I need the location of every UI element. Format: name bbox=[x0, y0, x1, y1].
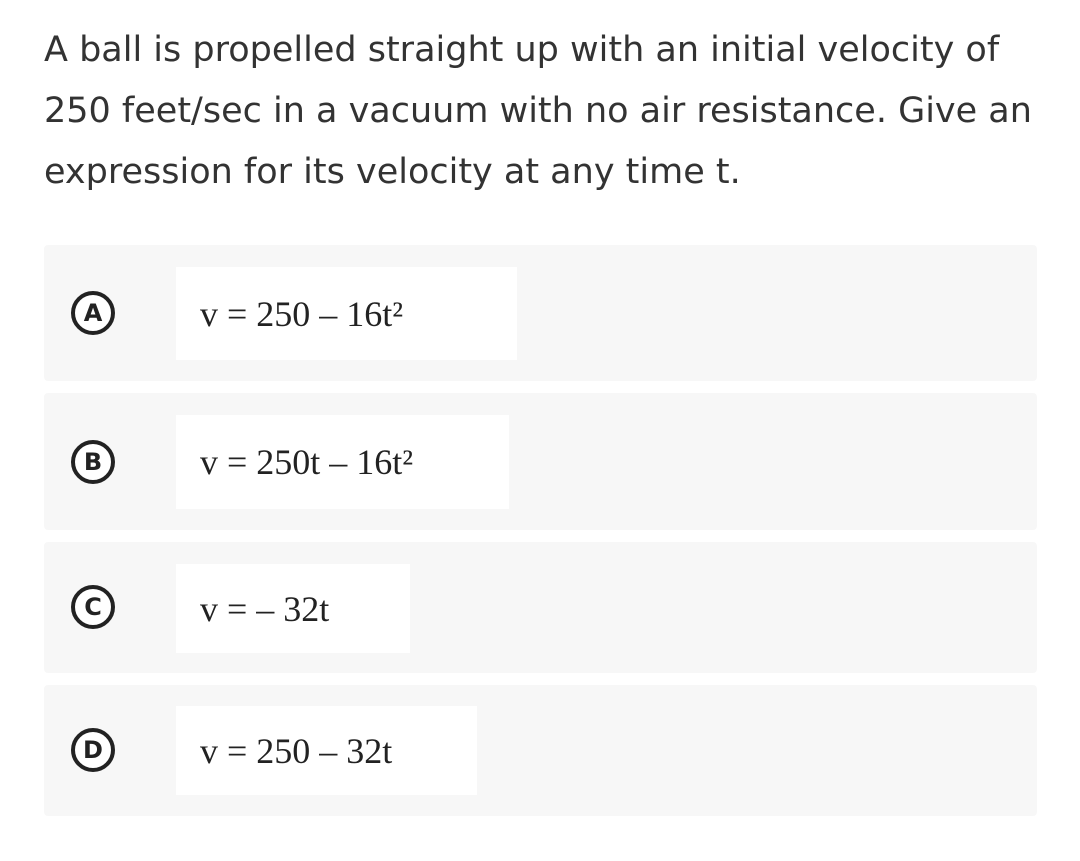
option-d[interactable] bbox=[44, 685, 1037, 816]
option-formula: v = 250 – 32t bbox=[176, 706, 477, 795]
option-formula: v = – 32t bbox=[176, 564, 410, 653]
option-a[interactable] bbox=[44, 245, 1037, 381]
option-letter-badge: B bbox=[71, 440, 115, 484]
option-formula: v = 250 – 16t² bbox=[176, 267, 517, 360]
option-letter-badge: A bbox=[71, 291, 115, 335]
option-b[interactable] bbox=[44, 393, 1037, 530]
option-letter-badge: C bbox=[71, 585, 115, 629]
option-letter-badge: D bbox=[71, 728, 115, 772]
option-formula: v = 250t – 16t² bbox=[176, 415, 509, 509]
question-text: A ball is propelled straight up with an initial velocity of 250 feet/sec in a vacuum with no air resistance. Give an expression for its velocity at any time t. bbox=[44, 30, 1032, 192]
option-c[interactable] bbox=[44, 542, 1037, 673]
